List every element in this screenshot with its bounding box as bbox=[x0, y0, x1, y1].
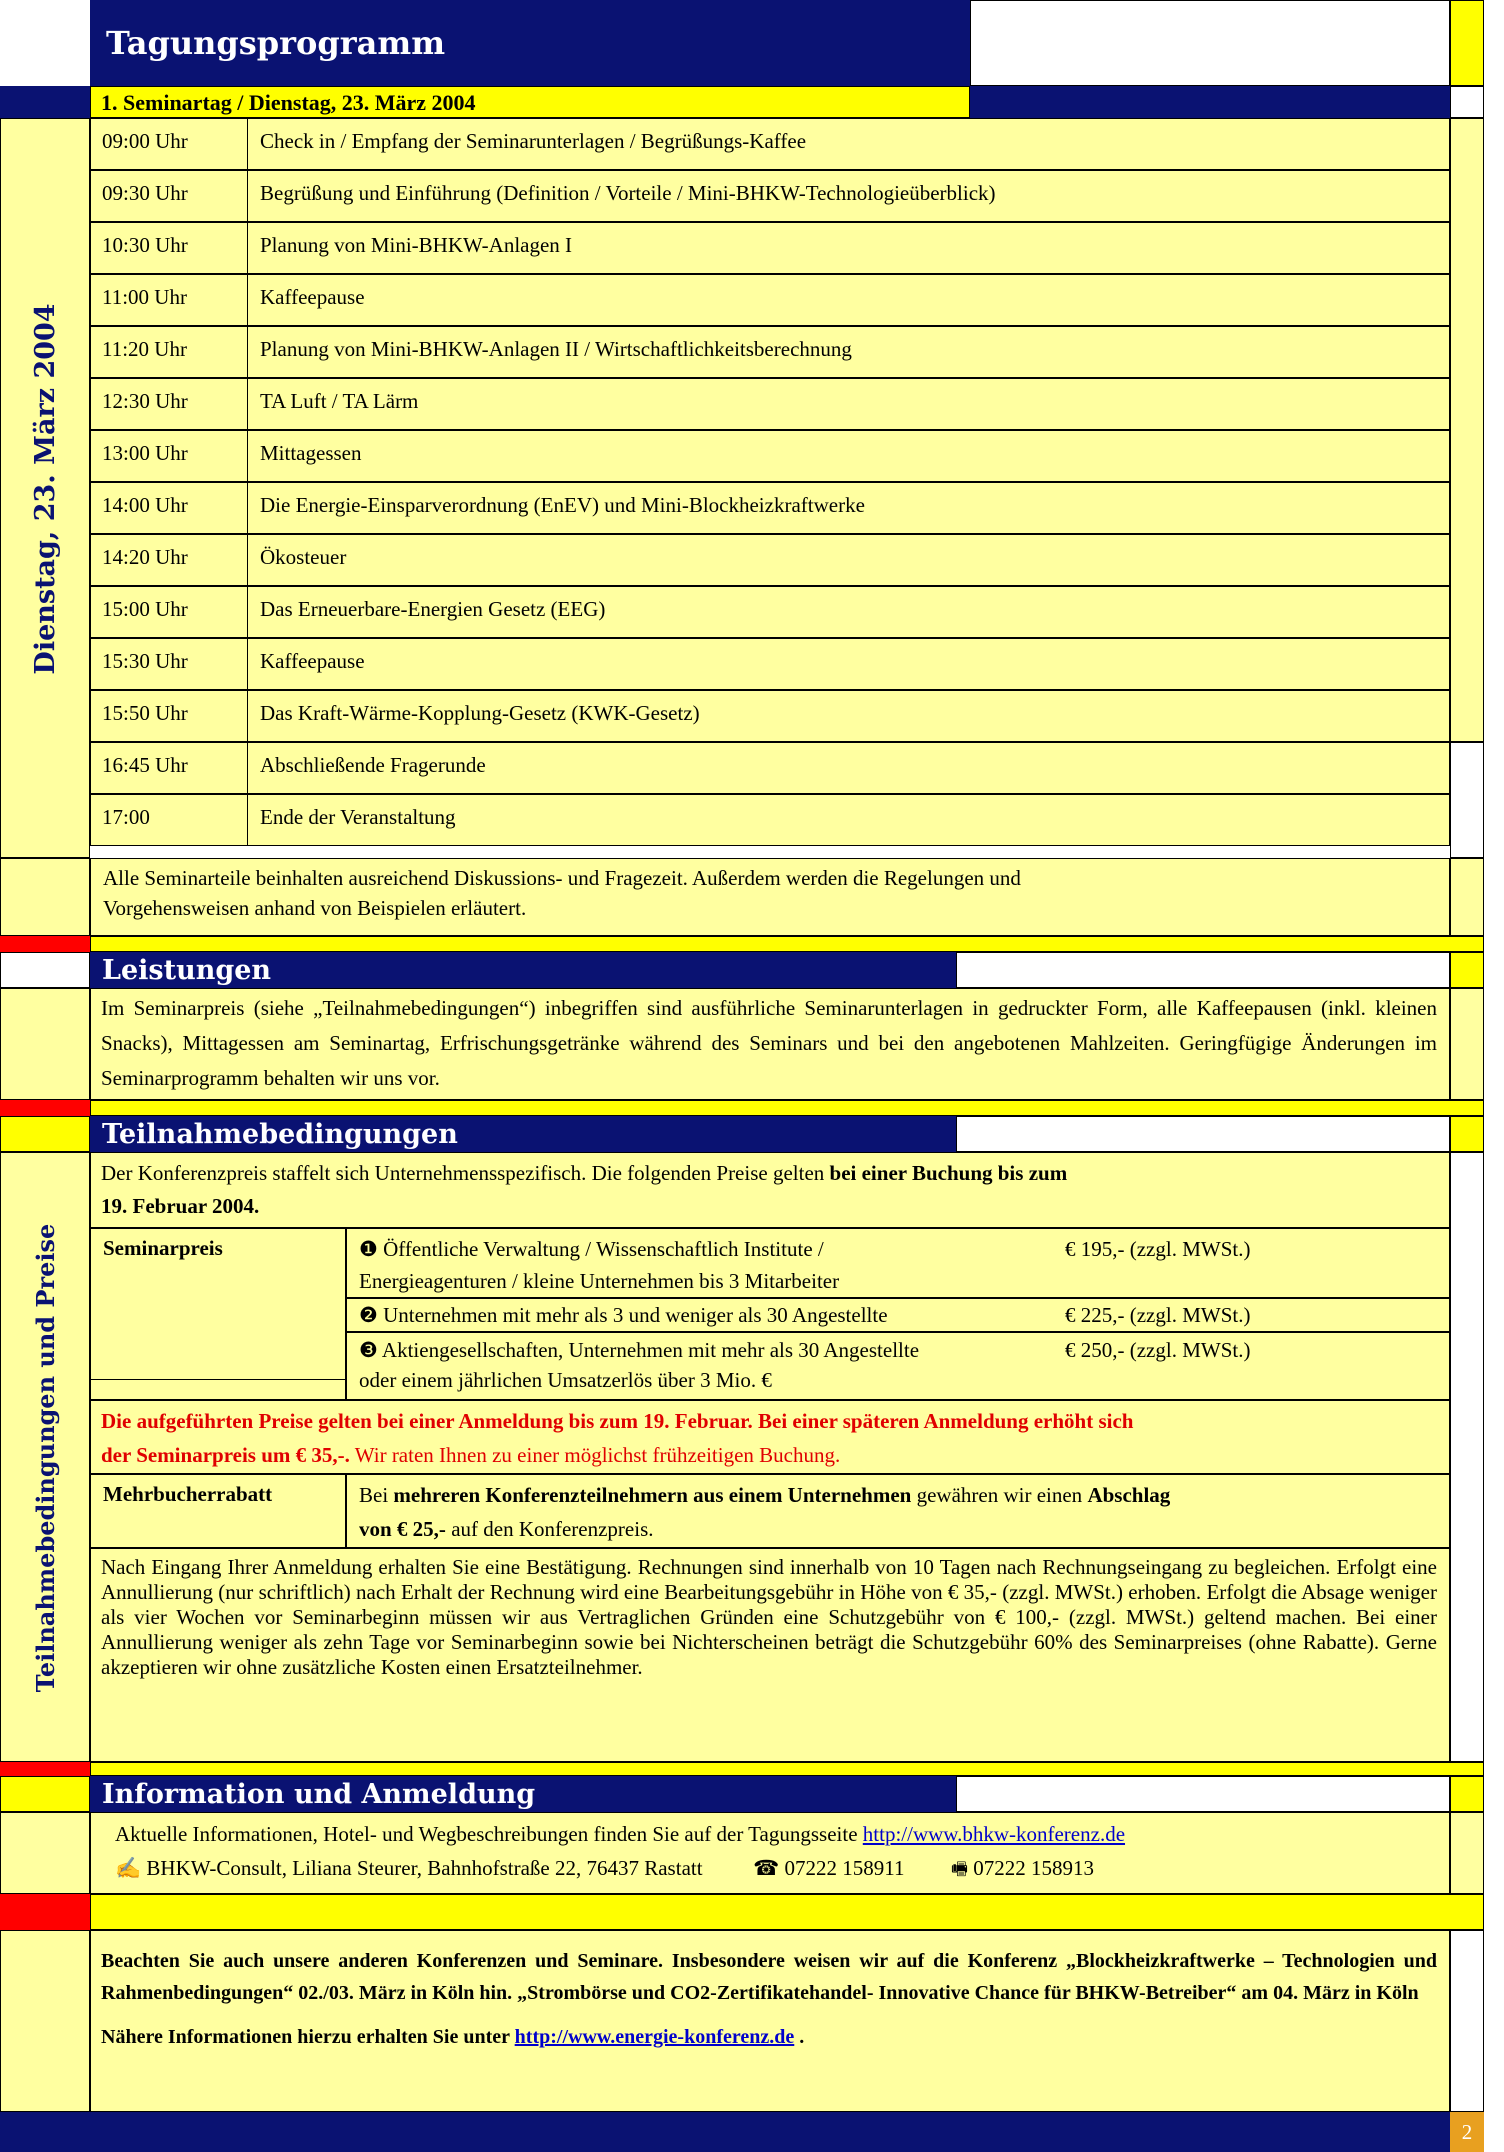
more-info-text: Nähere Informationen hierzu erhalten Sie unter bbox=[101, 2026, 515, 2048]
contact-phone: 07222 158911 bbox=[784, 1856, 905, 1880]
schedule-row bbox=[90, 638, 1450, 690]
schedule-topic: Planung von Mini-BHKW-Anlagen I bbox=[247, 222, 1450, 274]
schedule-topic: Das Kraft-Wärme-Kopplung-Gesetz (KWK-Gesetz) bbox=[247, 690, 1450, 742]
schedule-row bbox=[90, 742, 1450, 794]
info-yellow-marker bbox=[1450, 1776, 1484, 1812]
schedule-row bbox=[90, 170, 1450, 222]
rabatt-bold-1: mehreren Konferenzteilnehmern aus einem Unternehmen bbox=[393, 1483, 912, 1507]
info-body bbox=[90, 1812, 1450, 1894]
price-row-2 bbox=[346, 1298, 1450, 1332]
yellow-separator bbox=[90, 936, 1484, 952]
late-note-line1: Die aufgeführten Preise gelten bei einer Anmeldung bis zum 19. Februar. Bei einer späteren Anmeldung erhöht sich bbox=[101, 1409, 1134, 1433]
leistungen-side-cell bbox=[0, 988, 90, 1100]
program-side-column bbox=[0, 118, 90, 858]
other-conferences-text: Beachten Sie auch unsere anderen Konferenzen und Seminare. Insbesondere weisen wir auf die Konferenz „Blockheizkraftwerke – Technologien und Rahmenbedingungen“ 02./03. März in Köln hin. „Strombörse und CO2-Zertifikatehandel- Innovative Chance für BHKW-Betreiber“ am 04. März in Köln bbox=[101, 1950, 1437, 2004]
schedule-time: 09:30 Uhr bbox=[90, 170, 248, 222]
schedule-topic: Ende der Veranstaltung bbox=[247, 794, 1450, 846]
energie-konferenz-link[interactable]: http://www.energie-konferenz.de bbox=[514, 2026, 795, 2048]
schedule-topic: Kaffeepause bbox=[247, 274, 1450, 326]
leistungen-title-bar bbox=[90, 952, 956, 988]
info-title-bar bbox=[90, 1776, 956, 1812]
schedule-time: 13:00 Uhr bbox=[90, 430, 248, 482]
teilnahme-intro-date: 19. Februar 2004. bbox=[101, 1194, 260, 1218]
bhkw-konferenz-link[interactable]: http://www.bhkw-konferenz.de bbox=[862, 1822, 1126, 1846]
program-side-label: Dienstag, 23. März 2004 bbox=[30, 303, 61, 675]
program-note-line1: Alle Seminarteile beinhalten ausreichend Diskussions- und Fragezeit. Außerdem werden die Regelungen und bbox=[103, 866, 1021, 890]
price-label-cell bbox=[90, 1228, 346, 1380]
rabatt-bold-3: von € 25,- bbox=[359, 1517, 446, 1541]
schedule-topic: Kaffeepause bbox=[247, 638, 1450, 690]
schedule-time: 09:00 Uhr bbox=[90, 118, 248, 170]
price-desc-2-line1: Unternehmen mit mehr als 3 und weniger als 30 Angestellte bbox=[383, 1303, 888, 1327]
teilnahme-intro-bold: bei einer Buchung bis zum bbox=[829, 1161, 1068, 1185]
schedule-topic: Ökosteuer bbox=[247, 534, 1450, 586]
other-conferences bbox=[90, 1930, 1450, 2112]
schedule-time: 15:50 Uhr bbox=[90, 690, 248, 742]
red-separator bbox=[0, 1762, 90, 1776]
program-right-white bbox=[1450, 742, 1484, 858]
schedule-row bbox=[90, 222, 1450, 274]
teilnahme-side-yellow bbox=[0, 1116, 90, 1152]
note-side-cell bbox=[0, 858, 90, 936]
schedule-row bbox=[90, 586, 1450, 638]
yellow-edge-marker bbox=[1450, 0, 1484, 86]
teilnahme-title-bar bbox=[90, 1116, 956, 1152]
schedule-row bbox=[90, 794, 1450, 846]
fax-icon: 🖷 bbox=[950, 1859, 968, 1879]
price-value-2: € 225,- (zzgl. MWSt.) bbox=[1065, 1303, 1251, 1327]
white-edge-box bbox=[1450, 86, 1484, 118]
rabatt-text-1: Bei bbox=[359, 1483, 394, 1507]
red-separator bbox=[0, 1894, 90, 1930]
leistungen-yellow-marker bbox=[1450, 952, 1484, 988]
program-right-column bbox=[1450, 118, 1484, 742]
program-note bbox=[90, 858, 1450, 936]
rabatt-text-cell bbox=[346, 1474, 1450, 1548]
info-blank bbox=[956, 1776, 1450, 1812]
footer-navy-bar bbox=[0, 2112, 1450, 2152]
price-row-3-cont bbox=[346, 1364, 1450, 1400]
schedule-row bbox=[90, 378, 1450, 430]
rabatt-text-3: auf den Konferenzpreis. bbox=[445, 1517, 654, 1541]
teilnahme-right-column bbox=[1450, 1152, 1484, 1762]
info-text: Aktuelle Informationen, Hotel- und Wegbeschreibungen finden Sie auf der Tagungsseite bbox=[115, 1822, 863, 1846]
price-label: Seminarpreis bbox=[103, 1236, 223, 1260]
note-right-cell bbox=[1450, 858, 1484, 936]
schedule-time: 11:20 Uhr bbox=[90, 326, 248, 378]
leistungen-right-cell bbox=[1450, 988, 1484, 1100]
late-registration-note bbox=[90, 1400, 1450, 1474]
schedule-topic: Check in / Empfang der Seminarunterlagen / Begrüßungs-Kaffee bbox=[247, 118, 1450, 170]
red-separator bbox=[0, 936, 90, 952]
price-desc-3-line2: oder einem jährlichen Umsatzerlös über 3 Mio. € bbox=[359, 1368, 772, 1392]
rabatt-label: Mehrbucherrabatt bbox=[103, 1482, 273, 1506]
schedule-time: 16:45 Uhr bbox=[90, 742, 248, 794]
late-note-text: Wir raten Ihnen zu einer möglichst frühzeitigen Buchung. bbox=[349, 1443, 841, 1467]
schedule-time: 15:00 Uhr bbox=[90, 586, 248, 638]
other-side-cell bbox=[0, 1930, 90, 2112]
price-value-1: € 195,- (zzgl. MWSt.) bbox=[1065, 1237, 1251, 1261]
schedule-row bbox=[90, 118, 1450, 170]
program-title: Tagungsprogramm bbox=[106, 24, 446, 62]
contact-fax: 07222 158913 bbox=[973, 1856, 1094, 1880]
price-desc-1-line2: Energieagenturen / kleine Unternehmen bis 3 Mitarbeiter bbox=[359, 1269, 840, 1293]
day-header-bar bbox=[90, 86, 970, 118]
schedule-time: 12:30 Uhr bbox=[90, 378, 248, 430]
teilnahme-yellow-marker bbox=[1450, 1116, 1484, 1152]
price-desc-1-line1: Öffentliche Verwaltung / Wissenschaftlich Institute / bbox=[383, 1237, 824, 1261]
price-desc-3-line1: Aktiengesellschaften, Unternehmen mit mehr als 30 Angestellte bbox=[381, 1338, 920, 1362]
schedule-topic: Begrüßung und Einführung (Definition / Vorteile / Mini-BHKW-Technologieüberblick) bbox=[247, 170, 1450, 222]
rabatt-text-2: gewähren wir einen bbox=[911, 1483, 1088, 1507]
leistungen-blank bbox=[956, 952, 1450, 988]
schedule-topic: Das Erneuerbare-Energien Gesetz (EEG) bbox=[247, 586, 1450, 638]
mail-icon: ✍ bbox=[115, 1856, 142, 1880]
price-label-cell-cont bbox=[90, 1380, 346, 1400]
schedule-topic: TA Luft / TA Lärm bbox=[247, 378, 1450, 430]
yellow-separator bbox=[90, 1894, 1484, 1930]
red-separator bbox=[0, 1100, 90, 1116]
other-right-cell bbox=[1450, 1930, 1484, 2112]
schedule-time: 14:00 Uhr bbox=[90, 482, 248, 534]
more-info-end: . bbox=[794, 2026, 805, 2048]
price-marker-2: ❷ bbox=[359, 1303, 378, 1327]
schedule-row bbox=[90, 326, 1450, 378]
price-value-3: € 250,- (zzgl. MWSt.) bbox=[1065, 1338, 1251, 1362]
price-row-1 bbox=[346, 1228, 1450, 1298]
navy-bar bbox=[970, 86, 1450, 118]
schedule-topic: Abschließende Fragerunde bbox=[247, 742, 1450, 794]
contact-address: BHKW-Consult, Liliana Steurer, Bahnhofstraße 22, 76437 Rastatt bbox=[146, 1856, 703, 1880]
conditions-text: Nach Eingang Ihrer Anmeldung erhalten Sie eine Bestätigung. Rechnungen sind innerhalb von 10 Tagen nach Rechnungseingang zu begleichen. Erfolgt eine Annullierung (nur schriftlich) nach Erhalt der Rechnung wird eine Bearbeitungsgebühr in Höhe von € 35,- (zzgl. MWSt.) erhoben. Erfolgt die Absage weniger als vier Wochen vor Seminarbeginn müssen wir aus Vertraglichen Gründen eine Schutzgebühr von € 100,- (zzgl. MWSt.) geltend machen. Bei einer Annullierung weniger als zehn Tage vor Seminarbeginn sowie bei Nichterscheinen beträgt die Schutzgebühr 60% des Seminarpreises (ohne Rabatte). Gerne akzeptieren wir ohne zusätzliche Kosten einen Ersatzteilnehmer. bbox=[90, 1548, 1450, 1762]
schedule-time: 10:30 Uhr bbox=[90, 222, 248, 274]
phone-icon: ☎ bbox=[753, 1856, 780, 1880]
leistungen-text: Im Seminarpreis (siehe „Teilnahmebedingungen“) inbegriffen sind ausführliche Seminarunterlagen in gedruckter Form, alle Kaffeepausen (inkl. kleinen Snacks), Mittagessen am Seminartag, Erfrischungsgetränke während des Seminars und bei den angebotenen Mahlzeiten. Geringfügige Änderungen im Seminarprogramm behalten wir uns vor. bbox=[90, 988, 1450, 1100]
schedule-topic: Planung von Mini-BHKW-Anlagen II / Wirtschaftlichkeitsberechnung bbox=[247, 326, 1450, 378]
schedule-row bbox=[90, 690, 1450, 742]
schedule-row bbox=[90, 430, 1450, 482]
yellow-separator bbox=[90, 1762, 1484, 1776]
info-side-yellow bbox=[0, 1776, 90, 1812]
yellow-separator bbox=[90, 1100, 1484, 1116]
program-note-line2: Vorgehensweisen anhand von Beispielen erläutert. bbox=[103, 896, 527, 920]
rabatt-bold-2: Abschlag bbox=[1087, 1483, 1171, 1507]
header-blank-box bbox=[970, 0, 1450, 86]
schedule-row bbox=[90, 274, 1450, 326]
schedule-time: 17:00 bbox=[90, 794, 248, 846]
info-right-cell bbox=[1450, 1812, 1484, 1894]
teilnahme-side-label: Teilnahmebedingungen und Preise bbox=[31, 1223, 60, 1693]
schedule-time: 11:00 Uhr bbox=[90, 274, 248, 326]
program-title-bar bbox=[90, 0, 970, 86]
schedule-time: 14:20 Uhr bbox=[90, 534, 248, 586]
leistungen-side-white bbox=[0, 952, 90, 988]
page-number: 2 bbox=[1450, 2112, 1484, 2152]
schedule-time: 15:30 Uhr bbox=[90, 638, 248, 690]
late-note-bold: der Seminarpreis um € 35,-. bbox=[101, 1443, 350, 1467]
schedule-topic: Mittagessen bbox=[247, 430, 1450, 482]
teilnahme-intro bbox=[90, 1152, 1450, 1228]
teilnahme-intro-text: Der Konferenzpreis staffelt sich Unternehmensspezifisch. Die folgenden Preise gelten bbox=[101, 1161, 830, 1185]
price-marker-3: ❸ bbox=[359, 1338, 378, 1362]
teilnahme-side-column bbox=[0, 1152, 90, 1762]
teilnahme-title: Teilnahmebedingungen bbox=[102, 1119, 458, 1150]
price-marker-1: ❶ bbox=[359, 1237, 378, 1261]
schedule-row bbox=[90, 482, 1450, 534]
schedule-topic: Die Energie-Einsparverordnung (EnEV) und Mini-Blockheizkraftwerke bbox=[247, 482, 1450, 534]
info-side-cell bbox=[0, 1812, 90, 1894]
schedule-row bbox=[90, 534, 1450, 586]
leistungen-title: Leistungen bbox=[102, 955, 272, 986]
day-header: 1. Seminartag / Dienstag, 23. März 2004 bbox=[101, 90, 476, 115]
teilnahme-blank bbox=[956, 1116, 1450, 1152]
rabatt-label-cell bbox=[90, 1474, 346, 1548]
info-title: Information und Anmeldung bbox=[102, 1779, 536, 1810]
